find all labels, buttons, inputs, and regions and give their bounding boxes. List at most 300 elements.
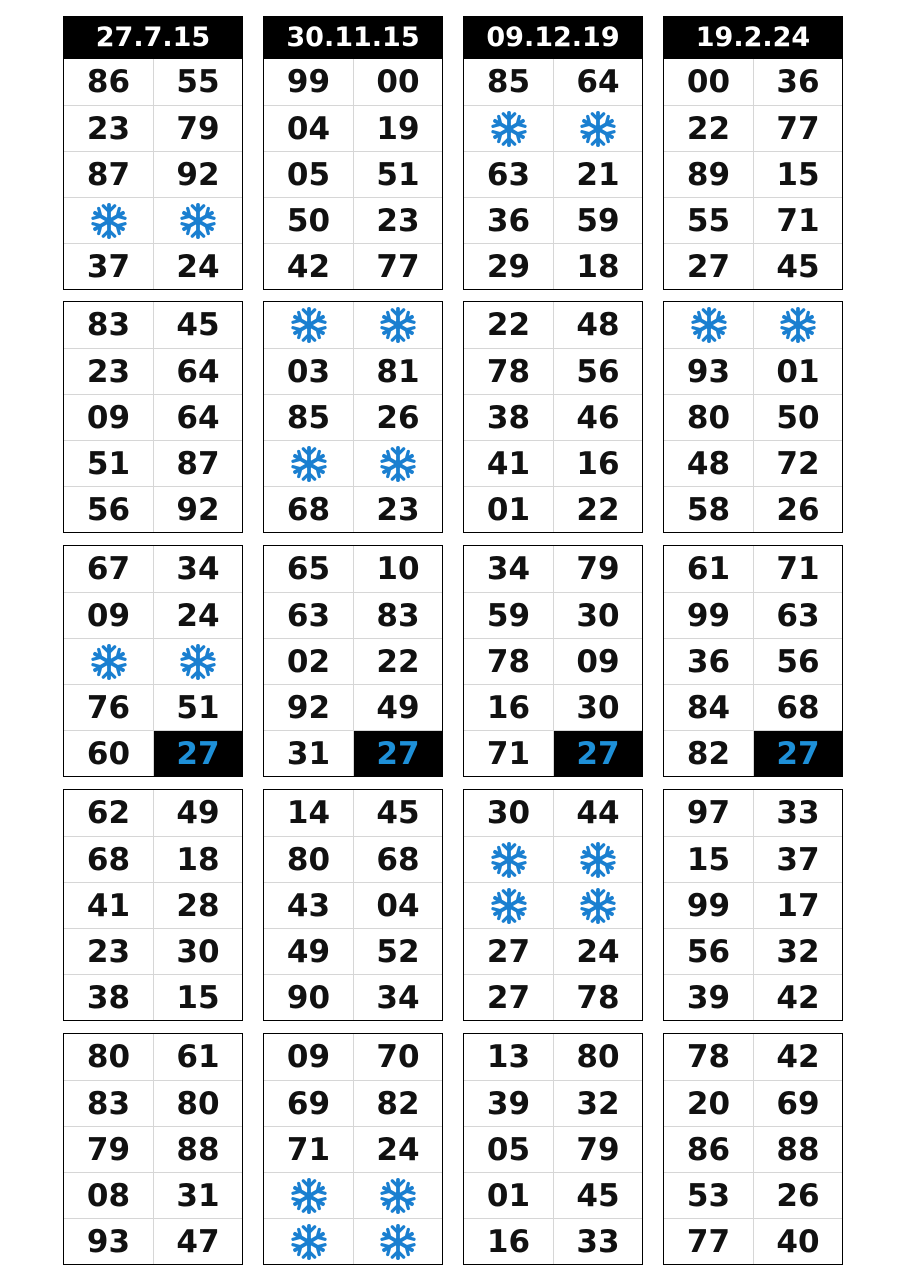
number-cell: 24 xyxy=(153,243,242,289)
number-cell: 09 xyxy=(64,592,153,638)
number-cell: 36 xyxy=(753,59,842,105)
number-row xyxy=(664,59,842,105)
number-row xyxy=(64,302,242,348)
date-header: 09.12.19 xyxy=(463,16,643,58)
number-cell: 89 xyxy=(664,151,753,197)
number-cell: 20 xyxy=(664,1080,753,1126)
number-row xyxy=(464,348,642,394)
number-block xyxy=(263,789,443,1021)
number-cell: 49 xyxy=(264,928,353,974)
number-cell: 18 xyxy=(553,243,642,289)
number-cell: 05 xyxy=(264,151,353,197)
number-cell: 78 xyxy=(464,348,553,394)
number-cell: 15 xyxy=(753,151,842,197)
number-row xyxy=(664,592,842,638)
number-row xyxy=(664,1172,842,1218)
number-row xyxy=(664,243,842,289)
number-cell: 93 xyxy=(64,1218,153,1264)
number-cell: 32 xyxy=(553,1080,642,1126)
number-cell: 03 xyxy=(264,348,353,394)
number-block xyxy=(463,789,643,1021)
number-row xyxy=(264,197,442,243)
number-row xyxy=(64,440,242,486)
number-cell: 50 xyxy=(753,394,842,440)
number-cell: 67 xyxy=(86,551,131,587)
number-cell: 29 xyxy=(464,243,553,289)
number-cell: 23 xyxy=(64,928,153,974)
number-cell: 42 xyxy=(753,974,842,1020)
number-row xyxy=(264,974,442,1020)
number-row xyxy=(464,243,642,289)
number-cell: 45 xyxy=(353,790,442,836)
number-cell: 02 xyxy=(264,638,353,684)
number-cell: 22 xyxy=(486,307,531,343)
number-cell: 28 xyxy=(153,882,242,928)
number-cell: 24 xyxy=(553,928,642,974)
snowflake-cell xyxy=(264,1172,353,1218)
number-cell: 92 xyxy=(153,486,242,532)
number-row xyxy=(464,151,642,197)
snowflake-cell xyxy=(464,105,553,151)
number-cell: 00 xyxy=(686,64,731,100)
number-cell: 78 xyxy=(464,638,553,684)
number-cell: 55 xyxy=(664,197,753,243)
snowflake-icon xyxy=(179,643,217,681)
number-cell: 15 xyxy=(153,974,242,1020)
number-row xyxy=(664,1080,842,1126)
number-cell: 72 xyxy=(753,440,842,486)
number-row xyxy=(264,243,442,289)
number-cell: 22 xyxy=(664,105,753,151)
number-cell: 86 xyxy=(664,1126,753,1172)
number-row xyxy=(264,394,442,440)
number-cell: 68 xyxy=(64,836,153,882)
number-row xyxy=(64,546,242,592)
snowflake-icon xyxy=(690,306,728,344)
number-row xyxy=(464,790,642,836)
number-row xyxy=(64,974,242,1020)
number-cell: 68 xyxy=(753,684,842,730)
number-cell: 34 xyxy=(486,551,531,587)
number-cell: 92 xyxy=(264,684,353,730)
number-row xyxy=(64,348,242,394)
number-cell: 49 xyxy=(353,684,442,730)
number-cell: 01 xyxy=(464,1172,553,1218)
number-row xyxy=(264,790,442,836)
number-cell: 09 xyxy=(553,638,642,684)
number-cell: 83 xyxy=(64,1080,153,1126)
number-block xyxy=(463,301,643,533)
number-row xyxy=(464,882,642,928)
number-row xyxy=(264,684,442,730)
number-cell: 78 xyxy=(553,974,642,1020)
snowflake-cell xyxy=(64,197,153,243)
number-cell: 14 xyxy=(286,795,331,831)
number-cell: 46 xyxy=(553,394,642,440)
number-row xyxy=(464,1034,642,1080)
number-block xyxy=(63,545,243,777)
snowflake-icon xyxy=(290,1223,328,1261)
number-cell: 09 xyxy=(64,394,153,440)
number-row xyxy=(64,105,242,151)
number-row xyxy=(464,974,642,1020)
number-cell: 36 xyxy=(664,638,753,684)
number-cell: 23 xyxy=(353,486,442,532)
number-cell: 64 xyxy=(153,348,242,394)
number-cell: 44 xyxy=(553,790,642,836)
date-header: 30.11.15 xyxy=(263,16,443,58)
number-row xyxy=(664,302,842,348)
number-cell: 22 xyxy=(353,638,442,684)
number-block xyxy=(663,58,843,290)
number-cell: 37 xyxy=(64,243,153,289)
number-cell: 16 xyxy=(553,440,642,486)
number-row xyxy=(464,730,642,776)
snowflake-icon xyxy=(579,841,617,879)
number-row xyxy=(664,348,842,394)
number-row xyxy=(464,1080,642,1126)
number-row xyxy=(264,151,442,197)
number-row xyxy=(64,243,242,289)
number-row xyxy=(64,836,242,882)
number-row xyxy=(264,592,442,638)
number-cell: 38 xyxy=(464,394,553,440)
number-cell: 61 xyxy=(686,551,731,587)
number-row xyxy=(464,486,642,532)
number-cell: 13 xyxy=(486,1039,531,1075)
number-cell: 01 xyxy=(753,348,842,394)
number-row xyxy=(664,928,842,974)
number-row xyxy=(264,836,442,882)
number-cell: 63 xyxy=(753,592,842,638)
number-cell: 32 xyxy=(753,928,842,974)
number-cell: 79 xyxy=(553,546,642,592)
number-cell: 47 xyxy=(153,1218,242,1264)
number-cell: 86 xyxy=(86,64,131,100)
number-cell: 64 xyxy=(153,394,242,440)
snowflake-icon xyxy=(379,445,417,483)
number-cell: 76 xyxy=(64,684,153,730)
number-cell: 80 xyxy=(86,1039,131,1075)
number-row xyxy=(664,1126,842,1172)
number-row xyxy=(264,1218,442,1264)
number-row xyxy=(264,882,442,928)
number-block xyxy=(63,301,243,533)
number-row xyxy=(464,592,642,638)
number-block xyxy=(463,58,643,290)
number-cell: 99 xyxy=(286,64,331,100)
number-cell: 26 xyxy=(353,394,442,440)
number-row xyxy=(464,105,642,151)
number-row xyxy=(64,197,242,243)
number-row xyxy=(664,486,842,532)
number-row xyxy=(64,790,242,836)
number-cell: 16 xyxy=(464,684,553,730)
number-cell: 80 xyxy=(264,836,353,882)
number-cell: 30 xyxy=(153,928,242,974)
number-cell: 30 xyxy=(553,684,642,730)
number-row xyxy=(64,1126,242,1172)
number-row xyxy=(64,1172,242,1218)
number-cell: 18 xyxy=(153,836,242,882)
number-cell: 15 xyxy=(664,836,753,882)
number-cell: 68 xyxy=(264,486,353,532)
snowflake-cell xyxy=(264,302,353,348)
date-header: 27.7.15 xyxy=(63,16,243,58)
snowflake-cell xyxy=(353,440,442,486)
number-row xyxy=(464,836,642,882)
number-row xyxy=(464,684,642,730)
number-row xyxy=(664,882,842,928)
number-row xyxy=(464,928,642,974)
snowflake-icon xyxy=(379,1223,417,1261)
number-cell: 81 xyxy=(353,348,442,394)
number-cell: 56 xyxy=(753,638,842,684)
snowflake-cell xyxy=(464,836,553,882)
snowflake-cell xyxy=(553,105,642,151)
number-cell: 04 xyxy=(353,882,442,928)
number-cell: 09 xyxy=(286,1039,331,1075)
number-cell: 40 xyxy=(753,1218,842,1264)
number-cell: 52 xyxy=(353,928,442,974)
number-cell: 51 xyxy=(64,440,153,486)
number-block xyxy=(663,789,843,1021)
number-cell: 88 xyxy=(153,1126,242,1172)
number-cell: 87 xyxy=(64,151,153,197)
snowflake-icon xyxy=(490,841,528,879)
number-cell: 41 xyxy=(64,882,153,928)
number-row xyxy=(464,394,642,440)
number-block xyxy=(63,789,243,1021)
snowflake-icon xyxy=(379,1177,417,1215)
number-cell: 97 xyxy=(686,795,731,831)
number-row xyxy=(464,1218,642,1264)
number-block xyxy=(263,58,443,290)
number-cell: 59 xyxy=(553,197,642,243)
number-cell: 64 xyxy=(553,59,642,105)
snowflake-icon xyxy=(779,306,817,344)
number-cell: 34 xyxy=(153,546,242,592)
number-cell: 69 xyxy=(753,1080,842,1126)
snowflake-icon xyxy=(379,306,417,344)
number-block xyxy=(663,1033,843,1265)
number-cell: 37 xyxy=(753,836,842,882)
highlighted-number-cell: 27 xyxy=(753,730,842,776)
number-row xyxy=(664,730,842,776)
number-cell: 62 xyxy=(86,795,131,831)
number-cell: 31 xyxy=(153,1172,242,1218)
number-cell: 82 xyxy=(664,730,753,776)
number-cell: 71 xyxy=(753,197,842,243)
number-cell: 23 xyxy=(64,105,153,151)
number-row xyxy=(264,546,442,592)
snowflake-icon xyxy=(290,306,328,344)
number-cell: 99 xyxy=(664,592,753,638)
number-row xyxy=(464,302,642,348)
number-row xyxy=(64,592,242,638)
number-cell: 85 xyxy=(486,64,531,100)
number-cell: 27 xyxy=(464,928,553,974)
number-row xyxy=(64,151,242,197)
number-row xyxy=(64,486,242,532)
number-cell: 99 xyxy=(664,882,753,928)
number-cell: 65 xyxy=(286,551,331,587)
number-cell: 33 xyxy=(753,790,842,836)
number-cell: 77 xyxy=(353,243,442,289)
date-header: 19.2.24 xyxy=(663,16,843,58)
snowflake-cell xyxy=(64,638,153,684)
snowflake-cell xyxy=(664,302,753,348)
number-cell: 85 xyxy=(264,394,353,440)
number-row xyxy=(664,1034,842,1080)
number-cell: 27 xyxy=(664,243,753,289)
number-row xyxy=(64,1034,242,1080)
number-cell: 45 xyxy=(153,302,242,348)
number-cell: 92 xyxy=(153,151,242,197)
number-cell: 41 xyxy=(464,440,553,486)
number-row xyxy=(64,1080,242,1126)
snowflake-icon xyxy=(579,887,617,925)
number-cell: 63 xyxy=(464,151,553,197)
snowflake-icon xyxy=(179,202,217,240)
number-block xyxy=(263,1033,443,1265)
number-cell: 26 xyxy=(753,1172,842,1218)
number-cell: 87 xyxy=(153,440,242,486)
snowflake-cell xyxy=(353,1172,442,1218)
number-cell: 30 xyxy=(553,592,642,638)
snowflake-cell xyxy=(264,1218,353,1264)
number-cell: 79 xyxy=(153,105,242,151)
number-cell: 33 xyxy=(553,1218,642,1264)
number-cell: 19 xyxy=(353,105,442,151)
number-row xyxy=(464,1172,642,1218)
number-cell: 93 xyxy=(664,348,753,394)
number-row xyxy=(64,730,242,776)
number-row xyxy=(64,59,242,105)
number-cell: 23 xyxy=(64,348,153,394)
number-cell: 36 xyxy=(464,197,553,243)
number-cell: 71 xyxy=(264,1126,353,1172)
number-cell: 80 xyxy=(664,394,753,440)
number-row xyxy=(664,790,842,836)
number-row xyxy=(64,684,242,730)
number-cell: 51 xyxy=(353,151,442,197)
number-cell: 45 xyxy=(753,243,842,289)
number-cell: 79 xyxy=(553,1126,642,1172)
number-cell: 56 xyxy=(664,928,753,974)
highlighted-number-cell: 27 xyxy=(153,730,242,776)
number-row xyxy=(64,638,242,684)
number-cell: 31 xyxy=(264,730,353,776)
number-cell: 16 xyxy=(464,1218,553,1264)
number-cell: 39 xyxy=(464,1080,553,1126)
number-cell: 43 xyxy=(264,882,353,928)
number-cell: 77 xyxy=(753,105,842,151)
snowflake-icon xyxy=(490,887,528,925)
number-row xyxy=(664,1218,842,1264)
number-cell: 08 xyxy=(64,1172,153,1218)
number-row xyxy=(264,105,442,151)
snowflake-icon xyxy=(90,643,128,681)
number-cell: 63 xyxy=(264,592,353,638)
number-row xyxy=(264,638,442,684)
number-row xyxy=(264,730,442,776)
snowflake-cell xyxy=(464,882,553,928)
number-cell: 50 xyxy=(264,197,353,243)
number-block xyxy=(63,1033,243,1265)
number-cell: 61 xyxy=(153,1034,242,1080)
number-block xyxy=(663,545,843,777)
number-cell: 88 xyxy=(753,1126,842,1172)
number-row xyxy=(464,197,642,243)
number-row xyxy=(64,928,242,974)
snowflake-icon xyxy=(90,202,128,240)
snowflake-cell xyxy=(753,302,842,348)
number-row xyxy=(64,882,242,928)
snowflake-cell xyxy=(553,836,642,882)
number-cell: 30 xyxy=(486,795,531,831)
number-row xyxy=(264,302,442,348)
snowflake-cell xyxy=(153,638,242,684)
snowflake-icon xyxy=(290,1177,328,1215)
number-cell: 77 xyxy=(664,1218,753,1264)
number-cell: 84 xyxy=(664,684,753,730)
number-cell: 00 xyxy=(353,59,442,105)
number-cell: 70 xyxy=(353,1034,442,1080)
number-cell: 10 xyxy=(353,546,442,592)
number-cell: 59 xyxy=(464,592,553,638)
number-row xyxy=(264,59,442,105)
number-row xyxy=(264,1034,442,1080)
number-cell: 71 xyxy=(753,546,842,592)
number-cell: 49 xyxy=(153,790,242,836)
snowflake-icon xyxy=(579,110,617,148)
snowflake-cell xyxy=(264,440,353,486)
number-row xyxy=(664,638,842,684)
number-row xyxy=(664,836,842,882)
number-row xyxy=(264,928,442,974)
number-block xyxy=(63,58,243,290)
number-cell: 22 xyxy=(553,486,642,532)
number-block xyxy=(263,545,443,777)
number-row xyxy=(664,684,842,730)
number-cell: 90 xyxy=(264,974,353,1020)
number-row xyxy=(664,197,842,243)
number-row xyxy=(264,1126,442,1172)
number-cell: 45 xyxy=(553,1172,642,1218)
number-cell: 04 xyxy=(264,105,353,151)
number-row xyxy=(664,974,842,1020)
number-cell: 42 xyxy=(264,243,353,289)
number-cell: 42 xyxy=(753,1034,842,1080)
number-row xyxy=(264,1172,442,1218)
number-cell: 17 xyxy=(753,882,842,928)
number-block xyxy=(263,301,443,533)
number-cell: 56 xyxy=(64,486,153,532)
number-row xyxy=(264,486,442,532)
number-row xyxy=(464,638,642,684)
number-row xyxy=(464,546,642,592)
number-cell: 56 xyxy=(553,348,642,394)
number-cell: 71 xyxy=(464,730,553,776)
number-cell: 78 xyxy=(686,1039,731,1075)
number-cell: 55 xyxy=(153,59,242,105)
number-row xyxy=(264,440,442,486)
number-row xyxy=(264,1080,442,1126)
number-cell: 80 xyxy=(153,1080,242,1126)
number-row xyxy=(664,105,842,151)
number-cell: 23 xyxy=(353,197,442,243)
